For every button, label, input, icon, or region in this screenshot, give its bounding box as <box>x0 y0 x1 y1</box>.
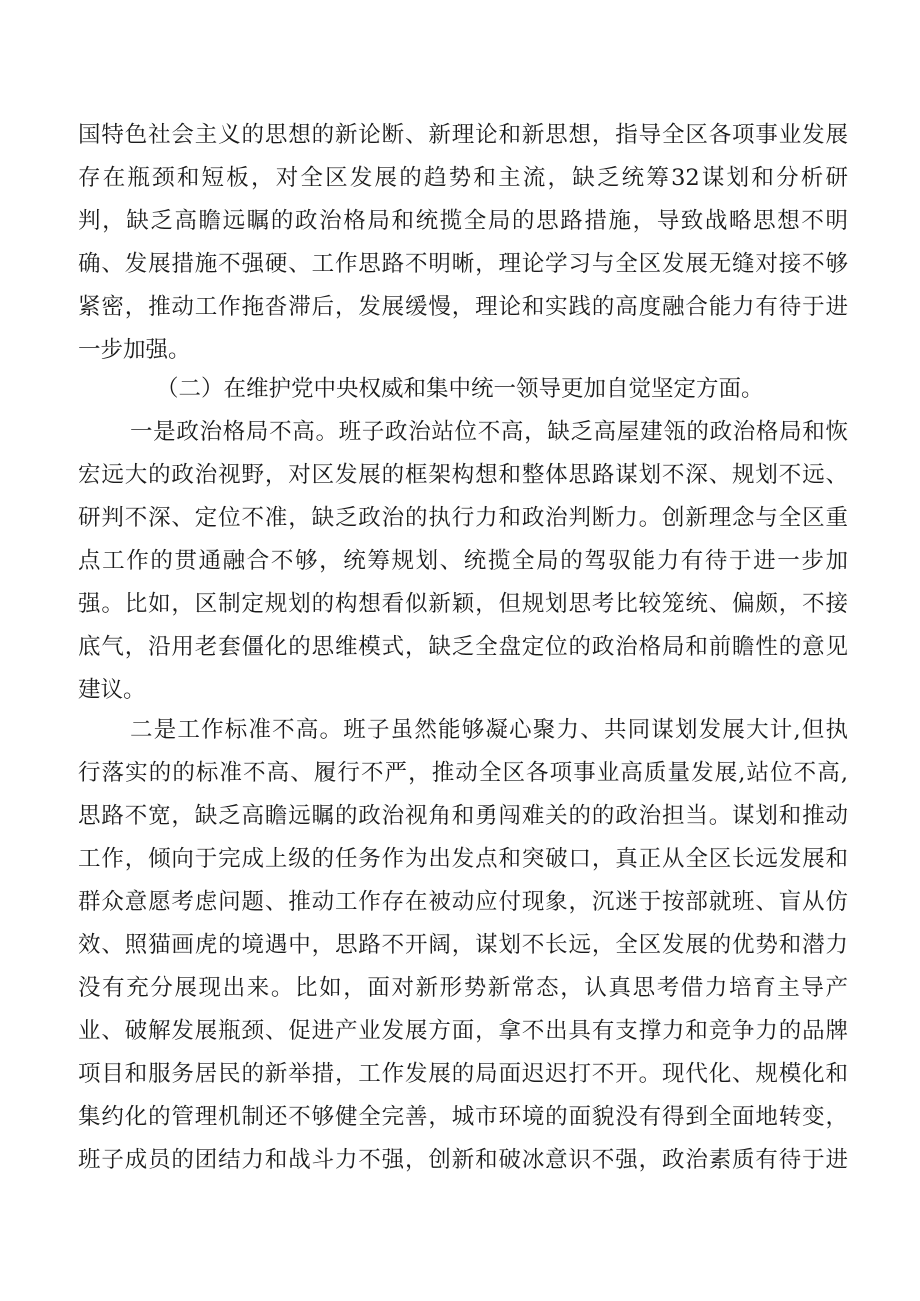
paragraph-line: 业、破解发展瓶颈、促进产业发展方面，拿不出具有支撑力和竞争力的品牌 <box>78 1018 848 1044</box>
paragraph-line: 集约化的管理机制还不够健全完善，城市环境的面貌没有得到全面地转变， <box>78 1104 848 1130</box>
paragraph-line: 班子成员的团结力和战斗力不强，创新和破冰意识不强，政治素质有待于进 <box>78 1147 848 1173</box>
paragraph-line: 思路不宽，缺乏高瞻远瞩的政治视角和勇闯难关的的政治担当。谋划和推动 <box>78 803 848 829</box>
paragraph-line: 判，缺乏高瞻远瞩的政治格局和统揽全局的思路措施，导致战略思想不明 <box>78 208 848 234</box>
paragraph-line: 二是工作标准不高。班子虽然能够凝心聚力、共同谋划发展大计,但执 <box>130 717 848 743</box>
paragraph-line: 强。比如，区制定规划的构想看似新颖，但规划思考比较笼统、偏颇，不接 <box>78 591 848 617</box>
paragraph-line: 底气，沿用老套僵化的思维模式，缺乏全盘定位的政治格局和前瞻性的意见 <box>78 634 848 660</box>
paragraph-line: 群众意愿考虑问题、推动工作存在被动应付现象，沉迷于按部就班、盲从仿 <box>78 889 848 915</box>
paragraph-line: 一是政治格局不高。班子政治站位不高，缺乏高屋建瓴的政治格局和恢 <box>130 419 848 445</box>
paragraph-line: 工作，倾向于完成上级的任务作为出发点和突破口，真正从全区长远发展和 <box>78 846 848 872</box>
paragraph-line: 一步加强。 <box>78 337 191 363</box>
paragraph-line: 存在瓶颈和短板，对全区发展的趋势和主流，缺乏统筹32谋划和分析研 <box>78 165 848 191</box>
paragraph-line: 国特色社会主义的思想的新论断、新理论和新思想，指导全区各项事业发展 <box>78 122 848 148</box>
paragraph-line: 确、发展措施不强硬、工作思路不明晰，理论学习与全区发展无缝对接不够 <box>78 251 848 277</box>
paragraph-line: 没有充分展现出来。比如，面对新形势新常态，认真思考借力培育主导产 <box>78 975 848 1001</box>
paragraph-line: 宏远大的政治视野，对区发展的框架构想和整体思路谋划不深、规划不远、 <box>78 462 848 488</box>
paragraph-line: 紧密，推动工作拖沓滞后，发展缓慢，理论和实践的高度融合能力有待于进 <box>78 294 848 320</box>
paragraph-line: 点工作的贯通融合不够，统筹规划、统揽全局的驾驭能力有待于进一步加 <box>78 548 848 574</box>
paragraph-line: 效、照猫画虎的境遇中，思路不开阔，谋划不长远，全区发展的优势和潜力 <box>78 932 848 958</box>
paragraph-line: 项目和服务居民的新举措，工作发展的局面迟迟打不开。现代化、规模化和 <box>78 1061 848 1087</box>
paragraph-line: 行落实的的标准不高、履行不严，推动全区各项事业高质量发展,站位不高, <box>78 760 848 786</box>
paragraph-line: 研判不深、定位不准，缺乏政治的执行力和政治判断力。创新理念与全区重 <box>78 505 848 531</box>
paragraph-line: 建议。 <box>78 677 146 703</box>
section-heading: （二）在维护党中央权威和集中统一领导更加自觉坚定方面。 <box>156 376 764 402</box>
